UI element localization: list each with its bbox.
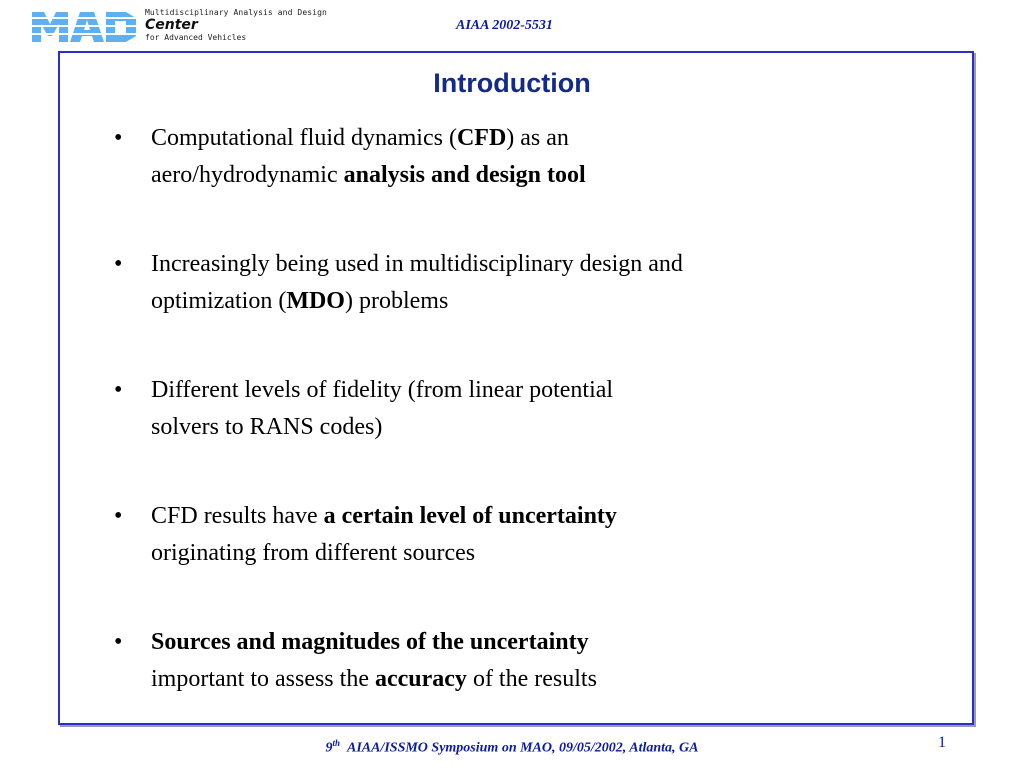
footer-text: AIAA/ISSMO Symposium on MAO, 09/05/2002, Atlanta, GA (346, 740, 699, 756)
paper-id: AIAA 2002-5531 (456, 18, 553, 33)
logo-line-1: Multidisciplinary Analysis and Design (145, 8, 327, 17)
footer-ordinal-suffix: th (332, 738, 340, 748)
mad-center-logo (32, 8, 327, 44)
bullet-text: optimization ( (151, 288, 287, 314)
bullet-bold-text: analysis and design tool (343, 162, 586, 188)
bullet-item (114, 246, 934, 320)
mad-logo-icon (32, 12, 140, 42)
bullet-item (114, 120, 934, 194)
bullet-text: Computational fluid dynamics ( (151, 125, 457, 151)
bullet-text: Different levels of fidelity (from linear potential (151, 377, 614, 403)
logo-line-3: for Advanced Vehicles (145, 33, 247, 42)
bullet-text: ) problems (344, 288, 449, 314)
bullet-bold-text: CFD (456, 125, 507, 151)
bullet-text: aero/hydrodynamic (151, 162, 344, 188)
bullet-item (114, 624, 934, 698)
bullet-list (114, 120, 934, 750)
bullet-bold-text: accuracy (374, 666, 467, 692)
bullet-item (114, 372, 934, 446)
slide-title: Introduction (433, 68, 591, 98)
logo-line-2: Center (145, 17, 198, 33)
bullet-text: of the results (466, 666, 597, 692)
bullet-text: important to assess the (151, 666, 375, 692)
bullet-item (114, 498, 934, 572)
bullet-text: solvers to RANS codes) (151, 414, 383, 440)
bullet-text: Increasingly being used in multidisciplinary design and (151, 251, 683, 277)
footer-citation (0, 738, 1024, 757)
bullet-bold-text: MDO (286, 288, 345, 314)
bullet-text: CFD results have (151, 503, 324, 529)
bullet-text: ) as an (506, 125, 569, 151)
logo-text-block (145, 8, 327, 42)
bullet-text: originating from different sources (151, 540, 476, 566)
page-number: 1 (938, 734, 946, 751)
bullet-bold-text: a certain level of uncertainty (323, 503, 617, 529)
bullet-bold-text: Sources and magnitudes of the uncertainty (151, 629, 589, 655)
footer-ordinal-number: 9 (325, 740, 333, 756)
